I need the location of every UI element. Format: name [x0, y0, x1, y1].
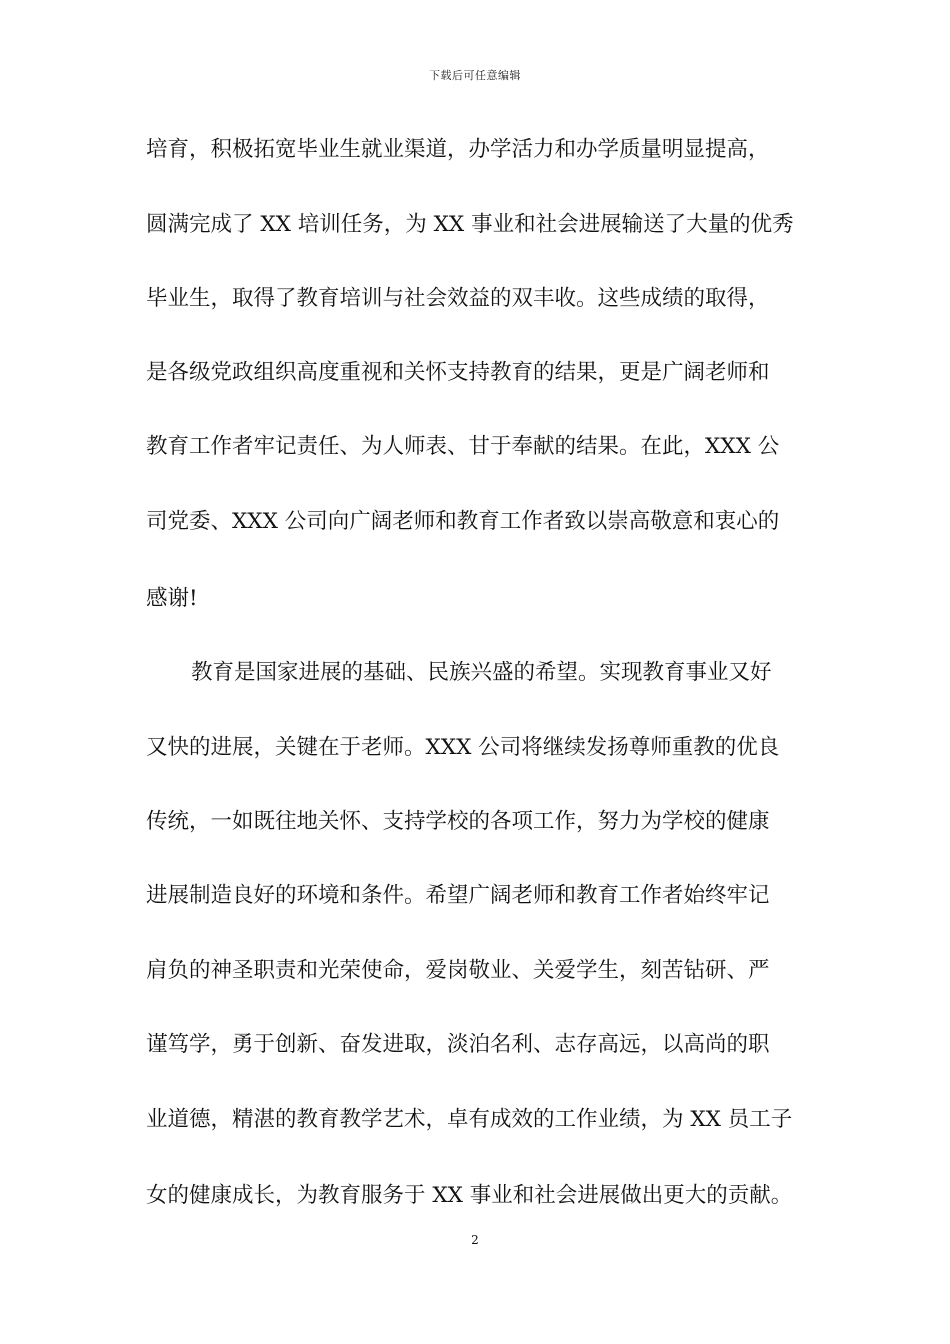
- text-line: 传统，一如既往地关怀、支持学校的各项工作，努力为学校的健康: [146, 809, 770, 834]
- text-line: 进展制造良好的环境和条件。希望广阔老师和教育工作者始终牢记: [146, 883, 770, 908]
- text-line: 肩负的神圣职责和光荣使命，爱岗敬业、关爱学生，刻苦钻研、严: [146, 958, 770, 983]
- page-header-note: 下载后可任意编辑: [429, 69, 521, 82]
- page-number: 2: [471, 1233, 479, 1247]
- text-line: 是各级党政组织高度重视和关怀支持教育的结果，更是广阔老师和: [146, 360, 770, 385]
- text-line: 业道德，精湛的教育教学艺术，卓有成效的工作业绩，为 XX 员工子: [146, 1107, 793, 1132]
- text-line: 毕业生，取得了教育培训与社会效益的双丰收。这些成绩的取得，: [146, 286, 770, 311]
- text-line: 教育工作者牢记责任、为人师表、甘于奉献的结果。在此，XXX 公: [146, 434, 780, 459]
- paragraph-first-line: 教育是国家进展的基础、民族兴盛的希望。实现教育事业又好: [191, 660, 772, 685]
- text-line: 培育，积极拓宽毕业生就业渠道，办学活力和办学质量明显提高，: [146, 137, 770, 162]
- text-line: 司党委、XXX 公司向广阔老师和教育工作者致以崇高敬意和衷心的: [146, 509, 780, 534]
- text-line: 感谢!: [146, 586, 198, 611]
- text-line: 女的健康成长，为教育服务于 XX 事业和社会进展做出更大的贡献。: [146, 1183, 793, 1208]
- text-line: 圆满完成了 XX 培训任务，为 XX 事业和社会进展输送了大量的优秀: [146, 212, 794, 237]
- text-line: 又快的进展，关键在于老师。XXX 公司将继续发扬尊师重教的优良: [146, 735, 780, 760]
- text-line: 谨笃学，勇于创新、奋发进取，淡泊名利、志存高远，以高尚的职: [146, 1032, 770, 1057]
